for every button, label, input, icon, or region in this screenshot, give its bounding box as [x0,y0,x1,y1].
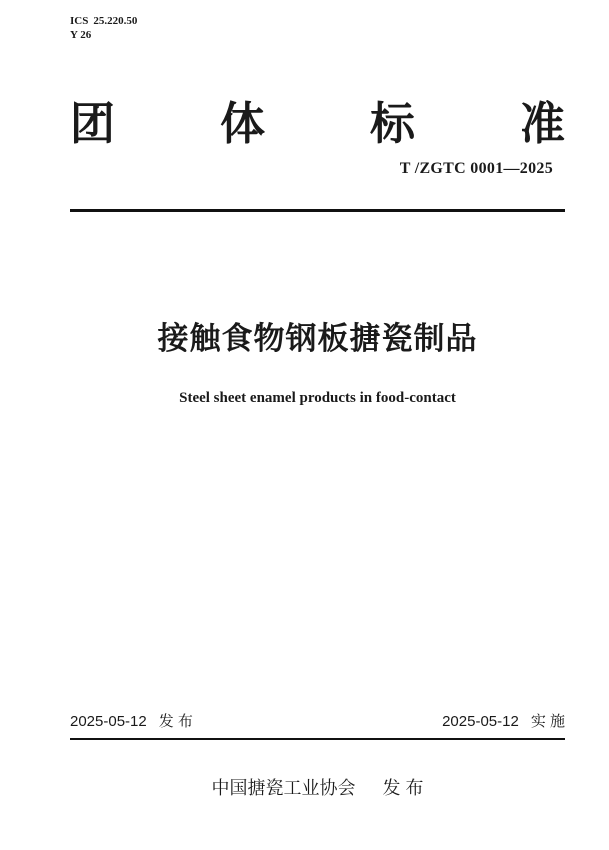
implementation-date: 2025-05-12 [442,713,519,730]
release-date-group [70,713,193,731]
publisher-row [70,778,565,800]
masthead-char: 准 [519,98,565,149]
ics-row [70,15,137,29]
standard-type-masthead [70,100,565,147]
masthead-char: 团 [70,98,116,149]
ics-block [70,15,137,43]
masthead-char: 标 [369,98,415,149]
document-title-cn: 接触食物钢板搪瓷制品 [157,321,478,356]
header-rule [70,209,565,212]
masthead-char: 体 [219,98,265,149]
classification-code: Y 26 [70,28,92,41]
release-date: 2025-05-12 [70,713,147,730]
ics-code: 25.220.50 [93,15,138,27]
implementation-label: 实 施 [530,713,565,730]
publisher-action: 发 布 [382,778,424,798]
release-label: 发 布 [158,713,193,730]
implementation-date-group [442,713,565,731]
publisher-name: 中国搪瓷工业协会 [211,778,356,798]
page-content [70,0,565,850]
document-title-en: Steel sheet enamel products in food-contact [179,390,456,406]
dates-row [70,713,565,731]
standard-number: T /ZGTC 0001—2025 [399,160,553,177]
ics-label: ICS [70,15,89,27]
footer-rule [70,738,565,740]
